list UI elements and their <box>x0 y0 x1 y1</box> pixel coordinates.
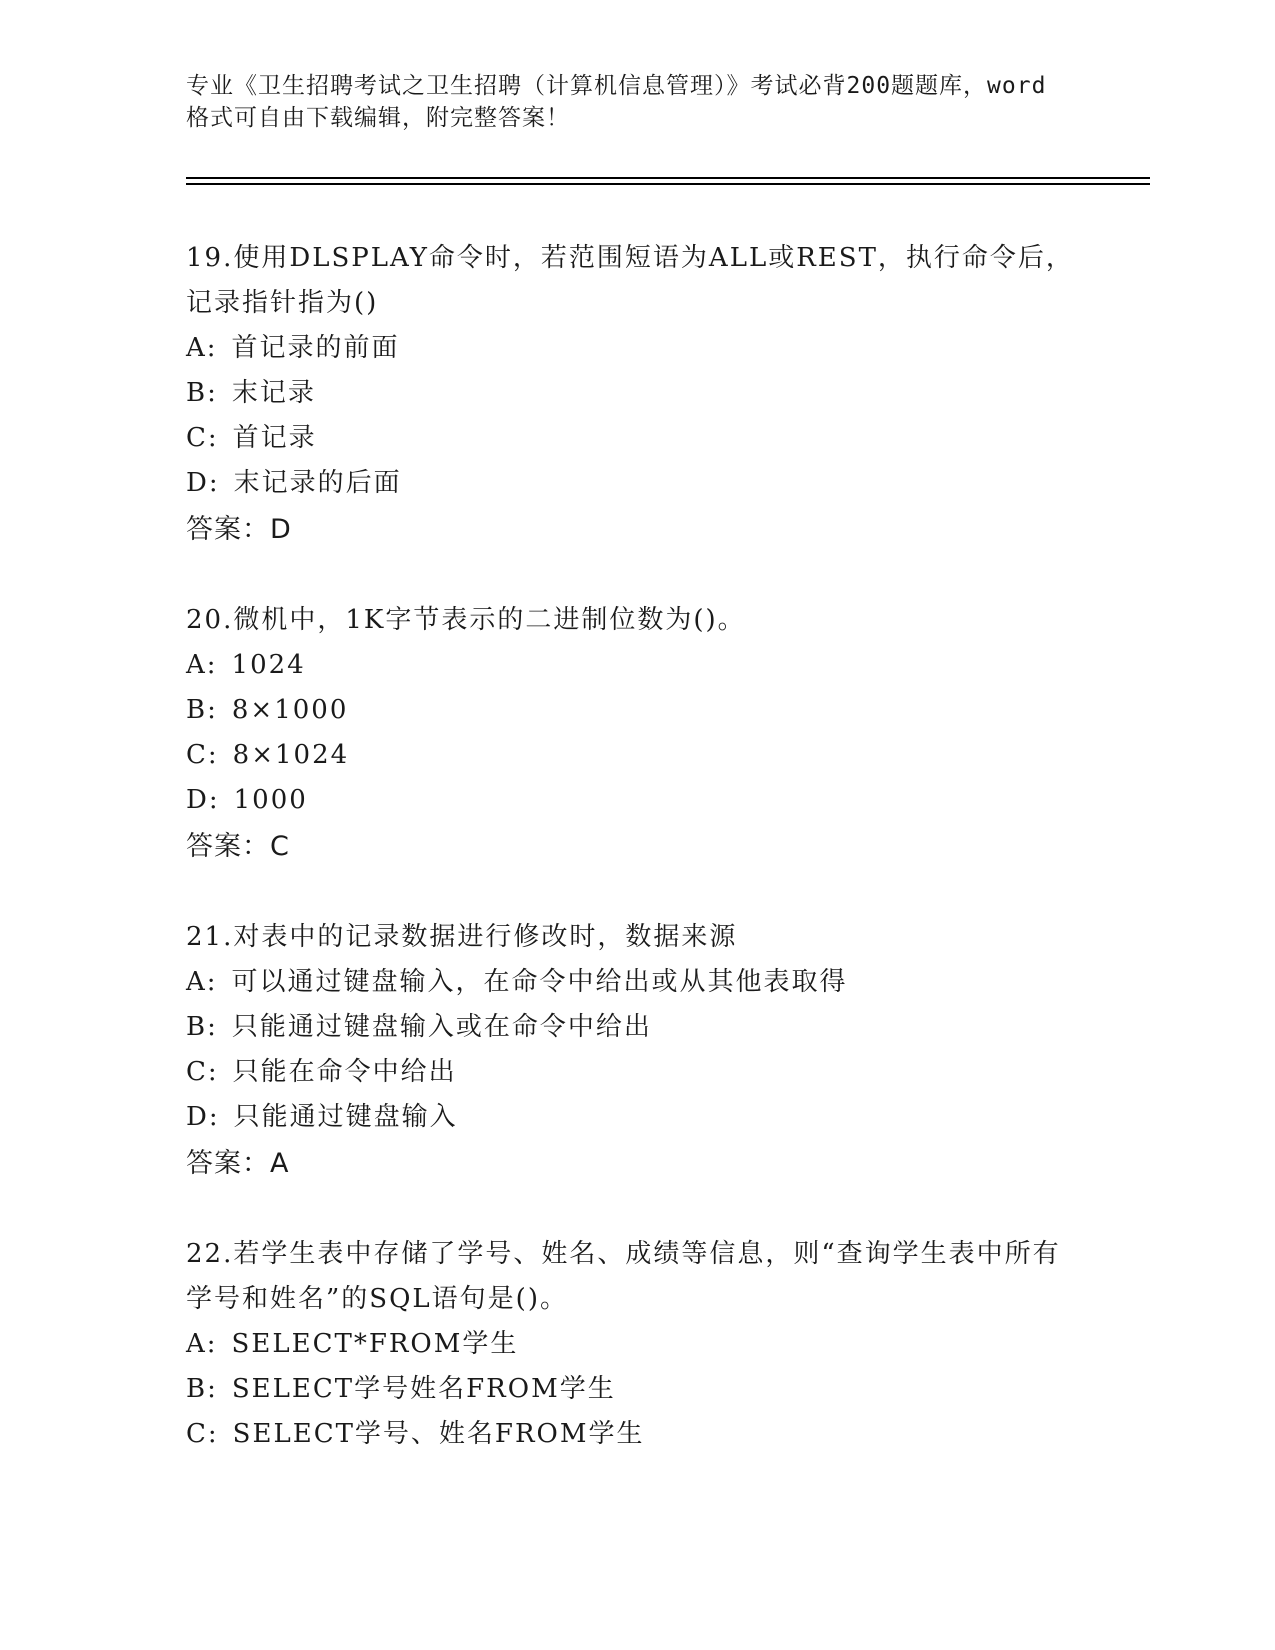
option-d <box>186 461 1086 506</box>
option-text: SELECT学号姓名FROM学生 <box>231 1374 616 1404</box>
question-22 <box>186 1232 1086 1457</box>
option-text: 首记录的前面 <box>231 333 400 363</box>
answer-line: 答案：C <box>186 831 290 862</box>
option-key: C: <box>186 423 219 453</box>
option-c <box>186 1412 1086 1457</box>
question-20 <box>186 598 1086 870</box>
option-key: A: <box>186 333 218 363</box>
question-text: 22.若学生表中存储了学号、姓名、成绩等信息，则“查询学生表中所有学号和姓名”的SQL语句是()。 <box>186 1239 1061 1314</box>
option-key: B: <box>186 1012 218 1042</box>
document-header <box>186 70 1086 134</box>
header-divider-bottom <box>186 183 1150 185</box>
option-key: D: <box>186 785 220 815</box>
header-line-1: 专业《卫生招聘考试之卫生招聘（计算机信息管理）》考试必背200题题库，word <box>186 73 1047 99</box>
option-key: C: <box>186 1419 219 1449</box>
option-key: A: <box>186 650 218 680</box>
option-b <box>186 371 1086 416</box>
option-key: C: <box>186 1057 219 1087</box>
answer-line: 答案：A <box>186 1148 290 1179</box>
option-text: 首记录 <box>232 423 317 453</box>
option-b <box>186 1367 1086 1412</box>
header-line-2: 格式可自由下载编辑，附完整答案！ <box>186 105 570 131</box>
option-key: D: <box>186 468 220 498</box>
option-b <box>186 1005 1086 1050</box>
header-divider-top <box>186 177 1150 179</box>
option-text: 8×1000 <box>231 695 349 725</box>
question-19 <box>186 236 1086 553</box>
option-key: B: <box>186 695 218 725</box>
option-key: A: <box>186 967 218 997</box>
option-c <box>186 1050 1086 1095</box>
option-key: B: <box>186 1374 218 1404</box>
option-key: A: <box>186 1329 218 1359</box>
option-key: C: <box>186 740 219 770</box>
option-text: 1000 <box>233 785 308 815</box>
option-a <box>186 1322 1086 1367</box>
option-text: 末记录的后面 <box>233 468 402 498</box>
question-text: 20.微机中，1K字节表示的二进制位数为()。 <box>186 605 746 635</box>
option-d <box>186 1095 1086 1140</box>
option-a <box>186 326 1086 371</box>
question-text: 19.使用DLSPLAY命令时，若范围短语为ALL或REST，执行命令后，记录指针指为() <box>186 243 1074 318</box>
option-text: SELECT学号、姓名FROM学生 <box>232 1419 645 1449</box>
answer-line: 答案：D <box>186 514 292 545</box>
question-21 <box>186 915 1086 1187</box>
option-a <box>186 960 1086 1005</box>
question-list <box>186 236 1086 1502</box>
option-c <box>186 416 1086 461</box>
option-text: 1024 <box>231 650 306 680</box>
option-d <box>186 778 1086 823</box>
option-text: 可以通过键盘输入，在命令中给出或从其他表取得 <box>231 967 848 997</box>
option-a <box>186 643 1086 688</box>
option-c <box>186 733 1086 778</box>
option-key: B: <box>186 378 218 408</box>
option-text: 只能在命令中给出 <box>232 1057 457 1087</box>
option-key: D: <box>186 1102 220 1132</box>
question-text: 21.对表中的记录数据进行修改时，数据来源 <box>186 922 738 952</box>
option-b <box>186 688 1086 733</box>
option-text: 只能通过键盘输入或在命令中给出 <box>231 1012 652 1042</box>
option-text: 末记录 <box>231 378 316 408</box>
option-text: 8×1024 <box>232 740 350 770</box>
option-text: 只能通过键盘输入 <box>233 1102 458 1132</box>
option-text: SELECT*FROM学生 <box>231 1329 519 1359</box>
